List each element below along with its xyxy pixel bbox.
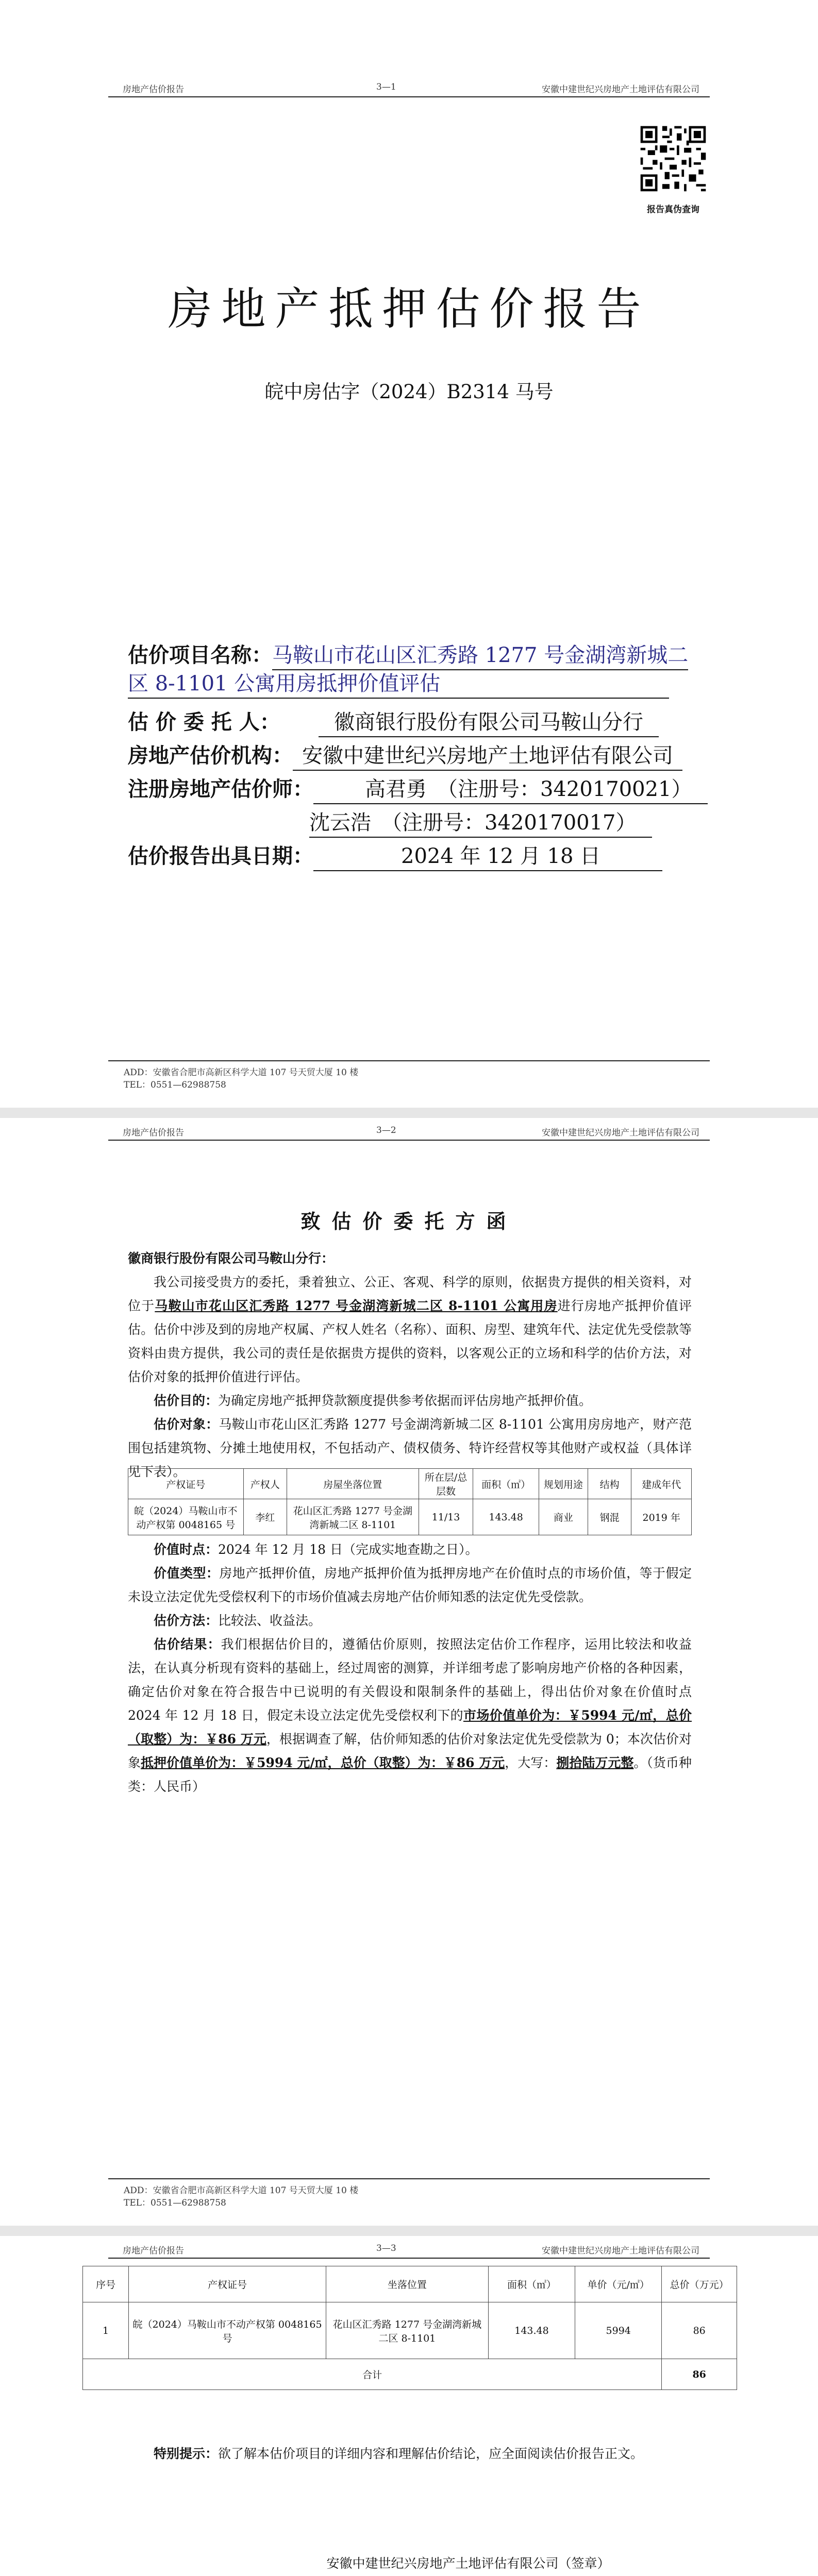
para-value-type: 价值类型：房地产抵押价值，房地产抵押价值为抵押房地产在价值时点的市场价值，等于假定未设立法定优先受偿权利下的市场价值减去房地产估价师知悉的法定优先受偿款。 (128, 1566, 692, 1604)
agency-value: 安徽中建世纪兴房地产土地评估有限公司 (293, 742, 682, 771)
table-header: 产权人 (243, 1469, 287, 1499)
para-purpose: 估价目的：为确定房地产抵押贷款额度提供参考依据而评估房地产抵押价值。 (154, 1393, 592, 1408)
header-company: 安徽中建世纪兴房地产土地评估有限公司 (542, 1128, 699, 1138)
salutation: 徽商银行股份有限公司马鞍山分行： (128, 1251, 335, 1266)
table-header: 产权证号 (129, 2266, 326, 2302)
client-row (128, 708, 659, 737)
property-table (128, 1468, 692, 1535)
amount-in-words: 捌拾陆万元整 (556, 1755, 634, 1770)
cover-page (0, 0, 818, 1108)
project-name-row (128, 641, 688, 670)
table-header: 房屋坐落位置 (287, 1469, 419, 1499)
header-company: 安徽中建世纪兴房地产土地评估有限公司 (542, 2246, 699, 2256)
client-value: 徽商银行股份有限公司马鞍山分行 (319, 708, 659, 737)
property-address: 马鞍山市花山区汇秀路 1277 号金湖湾新城二区 8-1101 公寓用房 (155, 1298, 558, 1313)
letter-body-2 (128, 1538, 692, 1799)
appraiser-1: 高君勇 （注册号：3420170021） (313, 775, 708, 804)
appraiser-row-1 (128, 775, 708, 804)
table-row: 1 皖（2024）马鞍山市不动产权第 0048165 号 花山区汇秀路 1277 号金湖湾新城二区 8-1101 143.48 5994 86 (83, 2302, 737, 2359)
header-left: 房地产估价报告 (123, 1128, 184, 1138)
table-header: 结构 (588, 1469, 631, 1499)
letter-title: 致估价委托方函 (301, 1210, 517, 1233)
signature-company: 安徽中建世纪兴房地产土地评估有限公司（签章） (326, 2556, 610, 2571)
project-name-value-2: 区 8-1101 公寓用房抵押价值评估 (128, 670, 669, 699)
footer-tel: TEL：0551—62988758 (124, 1080, 226, 1090)
table-header: 坐落位置 (326, 2266, 488, 2302)
appraiser-label: 注册房地产估价师： (128, 777, 313, 801)
header-page-number: 3—3 (376, 2243, 396, 2253)
table-header: 序号 (83, 2266, 129, 2302)
header-left: 房地产估价报告 (123, 2246, 184, 2256)
table-header: 产权证号 (128, 1469, 244, 1499)
appraiser-row-2 (309, 809, 652, 838)
document-number: 皖中房估字（2024）B2314 马号 (264, 381, 554, 403)
table-header: 单价（元/㎡） (575, 2266, 662, 2302)
report-title: 房地产抵押估价报告 (168, 283, 650, 335)
para-value-date: 价值时点：2024 年 12 月 18 日（完成实地查勘之日）。 (154, 1542, 478, 1557)
table-header: 规划用途 (539, 1469, 588, 1499)
signature-block (0, 2550, 818, 2576)
issue-date-label: 估价报告出具日期： (128, 844, 313, 868)
qr-caption: 报告真伪查询 (647, 205, 699, 215)
table-total-row (83, 2359, 737, 2390)
page-header (108, 1123, 710, 1141)
mortgage-value: 抵押价值单价为：￥5994 元/㎡，总价（取整）为：￥86 万元 (141, 1755, 505, 1770)
header-page-number: 3—2 (376, 1125, 396, 1136)
page-header (108, 80, 710, 97)
issue-date-row (128, 842, 662, 871)
total-label: 合计 (83, 2359, 662, 2390)
footer-address: ADD：安徽省合肥市高新区科学大道 107 号天贸大厦 10 楼 (124, 2185, 359, 2196)
client-label: 估 价 委 托 人： (128, 710, 280, 734)
footer-address: ADD：安徽省合肥市高新区科学大道 107 号天贸大厦 10 楼 (124, 1067, 359, 1078)
para-result: 估价结果：我们根据估价目的，遵循估价原则，按照法定估价工作程序，运用比较法和收益法，在认真分析现有资料的基础上，经过周密的测算，并详细考虑了影响房地产价格的各种因素，确定估价对象在符合报告中已说明的有关假设和限制条件的基础上，得出估价对象在价值时点 2024 年 12 月 18 日，假定未设立法定优先受偿权利下的市场价值单价为：￥5994 元/㎡，总价（取整）为：￥86 万元，根据调查了解，估价师知悉的估价对象法定优先受偿款为 0；本次估价对象抵押价值单价为：￥5994 元/㎡，总价（取整）为：￥86 万元，大写：捌拾陆万元整。（货币种类：人民币） (128, 1637, 692, 1794)
header-left: 房地产估价报告 (123, 84, 184, 95)
letter-body (128, 1247, 692, 1484)
para-intro: 我公司接受贵方的委托，秉着独立、公正、客观、科学的原则，依据贵方提供的相关资料，对位于马鞍山市花山区汇秀路 1277 号金湖湾新城二区 8-1101 公寓用房进行房地产抵押价值评估。估价中涉及到的房地产权属、产权人姓名（名称）、面积、房型、建筑年代、法定优先受偿款等资料由贵方提供，我公司的责任是依据贵方提供的资料，以客观公正的立场和科学的估价方法，对估价对象的抵押价值进行评估。 (128, 1275, 692, 1384)
agency-label: 房地产估价机构： (128, 743, 293, 768)
appraiser-2: 沈云浩 （注册号：3420170017） (309, 809, 652, 838)
para-method: 估价方法：比较法、收益法。 (154, 1613, 322, 1628)
table-row: 皖（2024）马鞍山市不动产权第 0048165 号 李红 花山区汇秀路 1277 号金湖湾新城二区 8-1101 11/13 143.48 商业 钢混 2019 年 (128, 1499, 692, 1535)
header-company: 安徽中建世纪兴房地产土地评估有限公司 (542, 84, 699, 95)
total-value: 86 (662, 2359, 737, 2390)
project-name-row-2 (128, 670, 669, 699)
valuation-table (82, 2266, 737, 2390)
table-header: 面积（㎡） (473, 1469, 539, 1499)
table-header: 面积（㎡） (488, 2266, 575, 2302)
table-header: 建成年代 (631, 1469, 692, 1499)
special-note (128, 2442, 692, 2466)
header-page-number: 3—1 (376, 82, 396, 92)
footer-tel: TEL：0551—62988758 (124, 2198, 226, 2208)
table-header: 总价（万元） (662, 2266, 737, 2302)
qr-code-icon[interactable] (638, 124, 708, 194)
special-text: 欲了解本估价项目的详细内容和理解估价结论，应全面阅读估价报告正文。 (218, 2446, 644, 2461)
agency-row (128, 742, 682, 771)
page-footer (108, 2178, 710, 2209)
project-name-value-1: 马鞍山市花山区汇秀路 1277 号金湖湾新城二 (272, 641, 688, 670)
project-name-label: 估价项目名称： (128, 643, 272, 667)
page-footer (108, 1060, 710, 1091)
market-value: 市场价值单价为：￥5994 元/㎡，总价（取整）为：￥86 万元 (128, 1708, 692, 1747)
special-label: 特别提示： (154, 2446, 219, 2461)
para-object: 估价对象：马鞍山市花山区汇秀路 1277 号金湖湾新城二区 8-1101 公寓用房房地产，财产范围包括建筑物、分摊土地使用权，不包括动产、债权债务、特许经营权等其他财产或权益（具体详见下表）。 (128, 1417, 692, 1479)
issue-date-value: 2024 年 12 月 18 日 (313, 842, 662, 871)
table-header: 所在层/总层数 (419, 1469, 473, 1499)
page-header (108, 2241, 710, 2259)
